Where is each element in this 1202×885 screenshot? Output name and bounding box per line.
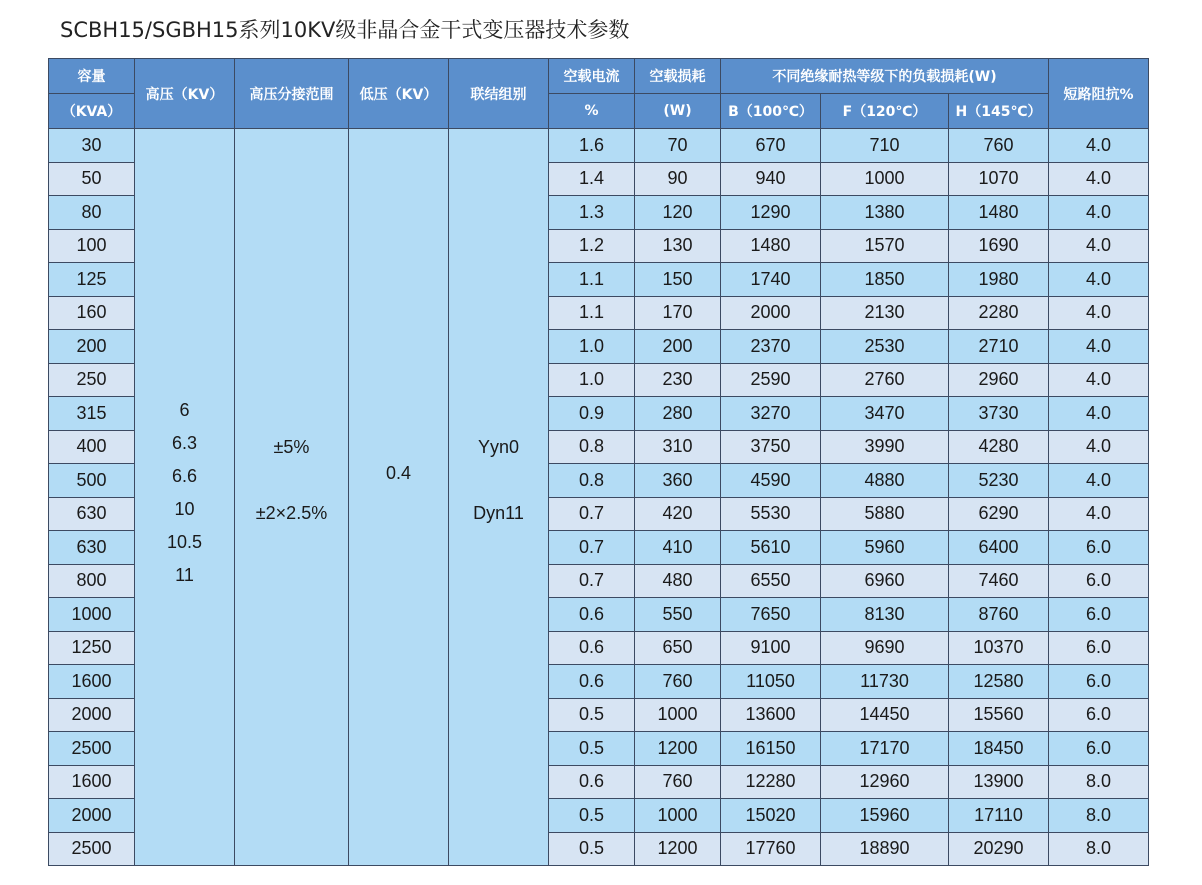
load-loss-h-cell: 7460 [949,564,1049,598]
impedance-cell: 4.0 [1049,497,1149,531]
load-loss-h-cell: 12580 [949,665,1049,699]
load-loss-f-cell: 11730 [821,665,949,699]
load-loss-b-cell: 13600 [721,698,821,732]
page-title: SCBH15/SGBH15系列10KV级非晶合金干式变压器技术参数 [60,18,630,42]
capacity-cell: 1000 [49,598,135,632]
impedance-cell: 4.0 [1049,330,1149,364]
load-loss-h-cell: 5230 [949,464,1049,498]
impedance-cell: 4.0 [1049,430,1149,464]
hv-value: 6 [179,400,190,420]
capacity-cell: 250 [49,363,135,397]
header-impedance: 短路阻抗% [1049,59,1149,129]
no-load-loss-cell: 120 [635,196,721,230]
hv-value: 6.3 [171,433,198,453]
header-load-loss-group: 不同绝缘耐热等级下的负载损耗(W) [721,59,1049,94]
no-load-loss-cell: 410 [635,531,721,565]
capacity-cell: 2500 [49,732,135,766]
capacity-cell: 100 [49,229,135,263]
load-loss-b-cell: 12280 [721,765,821,799]
vector-group-cell [449,129,549,866]
load-loss-b-cell: 2000 [721,296,821,330]
load-loss-b-cell: 2590 [721,363,821,397]
load-loss-b-cell: 5530 [721,497,821,531]
header-load-loss-b: B（100℃） [721,94,821,129]
load-loss-f-cell: 2530 [821,330,949,364]
load-loss-h-cell: 3730 [949,397,1049,431]
load-loss-b-cell: 15020 [721,799,821,833]
vector-group-value-1: Yyn0 [477,436,520,457]
load-loss-b-cell: 3270 [721,397,821,431]
load-loss-b-cell: 1740 [721,263,821,297]
capacity-cell: 80 [49,196,135,230]
no-load-loss-cell: 170 [635,296,721,330]
spacer [235,464,348,497]
no-load-loss-cell: 360 [635,464,721,498]
no-load-loss-cell: 1000 [635,799,721,833]
load-loss-h-cell: 2960 [949,363,1049,397]
header-tap-range: 高压分接范围 [235,59,349,129]
no-load-current-cell: 1.2 [549,229,635,263]
header-lv: 低压（KV） [349,59,449,129]
load-loss-h-cell: 2280 [949,296,1049,330]
load-loss-h-cell: 6290 [949,497,1049,531]
no-load-loss-cell: 1000 [635,698,721,732]
header-capacity-unit: （KVA） [49,94,135,129]
load-loss-f-cell: 12960 [821,765,949,799]
capacity-cell: 1250 [49,631,135,665]
vector-group-list [449,431,548,530]
load-loss-h-cell: 1480 [949,196,1049,230]
no-load-loss-cell: 650 [635,631,721,665]
header-no-load-current-unit: % [549,94,635,129]
load-loss-b-cell: 4590 [721,464,821,498]
no-load-current-cell: 0.7 [549,531,635,565]
no-load-loss-cell: 1200 [635,832,721,866]
capacity-cell: 1600 [49,665,135,699]
load-loss-f-cell: 1850 [821,263,949,297]
load-loss-b-cell: 17760 [721,832,821,866]
impedance-cell: 4.0 [1049,229,1149,263]
no-load-current-cell: 0.9 [549,397,635,431]
table-header [49,59,1149,129]
capacity-cell: 50 [49,162,135,196]
no-load-current-cell: 1.0 [549,363,635,397]
lv-cell [349,129,449,866]
capacity-cell: 30 [49,129,135,163]
load-loss-f-cell: 17170 [821,732,949,766]
no-load-current-cell: 0.8 [549,430,635,464]
impedance-cell: 4.0 [1049,263,1149,297]
capacity-cell: 2500 [49,832,135,866]
capacity-cell: 400 [49,430,135,464]
load-loss-b-cell: 670 [721,129,821,163]
load-loss-h-cell: 2710 [949,330,1049,364]
load-loss-h-cell: 20290 [949,832,1049,866]
load-loss-b-cell: 2370 [721,330,821,364]
load-loss-f-cell: 15960 [821,799,949,833]
load-loss-f-cell: 3990 [821,430,949,464]
load-loss-b-cell: 7650 [721,598,821,632]
no-load-loss-cell: 150 [635,263,721,297]
load-loss-b-cell: 9100 [721,631,821,665]
load-loss-h-cell: 1690 [949,229,1049,263]
no-load-current-cell: 0.5 [549,799,635,833]
no-load-current-cell: 0.8 [549,464,635,498]
impedance-cell: 6.0 [1049,531,1149,565]
header-capacity: 容量 [49,59,135,94]
impedance-cell: 8.0 [1049,799,1149,833]
spec-table [48,58,1149,866]
load-loss-f-cell: 1570 [821,229,949,263]
no-load-current-cell: 0.7 [549,497,635,531]
load-loss-f-cell: 2130 [821,296,949,330]
no-load-loss-cell: 310 [635,430,721,464]
capacity-cell: 2000 [49,698,135,732]
tap-range-value-1: ±5% [273,436,310,457]
load-loss-h-cell: 1070 [949,162,1049,196]
tap-range-cell [235,129,349,866]
no-load-loss-cell: 200 [635,330,721,364]
impedance-cell: 4.0 [1049,296,1149,330]
no-load-current-cell: 1.6 [549,129,635,163]
impedance-cell: 8.0 [1049,832,1149,866]
impedance-cell: 6.0 [1049,732,1149,766]
impedance-cell: 4.0 [1049,464,1149,498]
impedance-cell: 6.0 [1049,698,1149,732]
load-loss-f-cell: 1380 [821,196,949,230]
no-load-loss-cell: 130 [635,229,721,263]
no-load-loss-cell: 90 [635,162,721,196]
spacer [449,464,548,497]
load-loss-h-cell: 18450 [949,732,1049,766]
load-loss-b-cell: 940 [721,162,821,196]
no-load-loss-cell: 1200 [635,732,721,766]
no-load-loss-cell: 760 [635,665,721,699]
capacity-cell: 630 [49,497,135,531]
header-load-loss-f: F（120℃） [821,94,949,129]
no-load-current-cell: 0.5 [549,832,635,866]
tap-range-value-2: ±2×2.5% [255,502,328,523]
load-loss-h-cell: 760 [949,129,1049,163]
header-no-load-loss: 空载损耗 [635,59,721,94]
impedance-cell: 6.0 [1049,564,1149,598]
capacity-cell: 315 [49,397,135,431]
hv-value: 10.5 [166,532,203,552]
no-load-current-cell: 0.6 [549,598,635,632]
load-loss-f-cell: 14450 [821,698,949,732]
no-load-current-cell: 1.4 [549,162,635,196]
header-no-load-current: 空载电流 [549,59,635,94]
impedance-cell: 4.0 [1049,196,1149,230]
header-load-loss-h: H（145℃） [949,94,1049,129]
tap-range-list [235,431,348,530]
capacity-cell: 200 [49,330,135,364]
no-load-current-cell: 1.0 [549,330,635,364]
load-loss-h-cell: 15560 [949,698,1049,732]
load-loss-f-cell: 5960 [821,531,949,565]
capacity-cell: 500 [49,464,135,498]
no-load-loss-cell: 70 [635,129,721,163]
load-loss-h-cell: 4280 [949,430,1049,464]
no-load-current-cell: 1.1 [549,263,635,297]
load-loss-h-cell: 1980 [949,263,1049,297]
no-load-current-cell: 0.5 [549,698,635,732]
hv-value: 6.6 [171,466,198,486]
capacity-cell: 125 [49,263,135,297]
load-loss-h-cell: 6400 [949,531,1049,565]
impedance-cell: 8.0 [1049,765,1149,799]
load-loss-f-cell: 4880 [821,464,949,498]
load-loss-f-cell: 8130 [821,598,949,632]
no-load-current-cell: 0.6 [549,765,635,799]
no-load-current-cell: 1.3 [549,196,635,230]
vector-group-value-2: Dyn11 [473,502,524,523]
hv-value: 11 [175,565,194,585]
no-load-loss-cell: 420 [635,497,721,531]
no-load-loss-cell: 760 [635,765,721,799]
no-load-loss-cell: 280 [635,397,721,431]
impedance-cell: 4.0 [1049,363,1149,397]
impedance-cell: 6.0 [1049,631,1149,665]
load-loss-f-cell: 710 [821,129,949,163]
load-loss-f-cell: 9690 [821,631,949,665]
load-loss-f-cell: 5880 [821,497,949,531]
capacity-cell: 2000 [49,799,135,833]
capacity-cell: 630 [49,531,135,565]
load-loss-f-cell: 18890 [821,832,949,866]
impedance-cell: 4.0 [1049,162,1149,196]
capacity-cell: 800 [49,564,135,598]
impedance-cell: 6.0 [1049,598,1149,632]
capacity-cell: 1600 [49,765,135,799]
no-load-current-cell: 0.6 [549,631,635,665]
load-loss-b-cell: 16150 [721,732,821,766]
load-loss-b-cell: 5610 [721,531,821,565]
no-load-loss-cell: 230 [635,363,721,397]
load-loss-h-cell: 13900 [949,765,1049,799]
table-body [49,129,1149,866]
load-loss-f-cell: 6960 [821,564,949,598]
header-no-load-loss-unit: (W) [635,94,721,129]
load-loss-b-cell: 6550 [721,564,821,598]
impedance-cell: 4.0 [1049,397,1149,431]
no-load-loss-cell: 550 [635,598,721,632]
no-load-loss-cell: 480 [635,564,721,598]
load-loss-f-cell: 3470 [821,397,949,431]
no-load-current-cell: 0.7 [549,564,635,598]
load-loss-b-cell: 1290 [721,196,821,230]
header-hv: 高压（KV） [135,59,235,129]
hv-values-list [135,394,234,592]
load-loss-b-cell: 1480 [721,229,821,263]
capacity-cell: 160 [49,296,135,330]
impedance-cell: 4.0 [1049,129,1149,163]
load-loss-h-cell: 8760 [949,598,1049,632]
no-load-current-cell: 0.6 [549,665,635,699]
load-loss-b-cell: 11050 [721,665,821,699]
load-loss-h-cell: 10370 [949,631,1049,665]
no-load-current-cell: 0.5 [549,732,635,766]
hv-values-cell [135,129,235,866]
table-row [49,129,1149,163]
load-loss-b-cell: 3750 [721,430,821,464]
impedance-cell: 6.0 [1049,665,1149,699]
load-loss-f-cell: 1000 [821,162,949,196]
load-loss-h-cell: 17110 [949,799,1049,833]
load-loss-f-cell: 2760 [821,363,949,397]
lv-value: 0.4 [385,463,412,483]
hv-value: 10 [174,499,195,519]
no-load-current-cell: 1.1 [549,296,635,330]
header-vector-group: 联结组别 [449,59,549,129]
